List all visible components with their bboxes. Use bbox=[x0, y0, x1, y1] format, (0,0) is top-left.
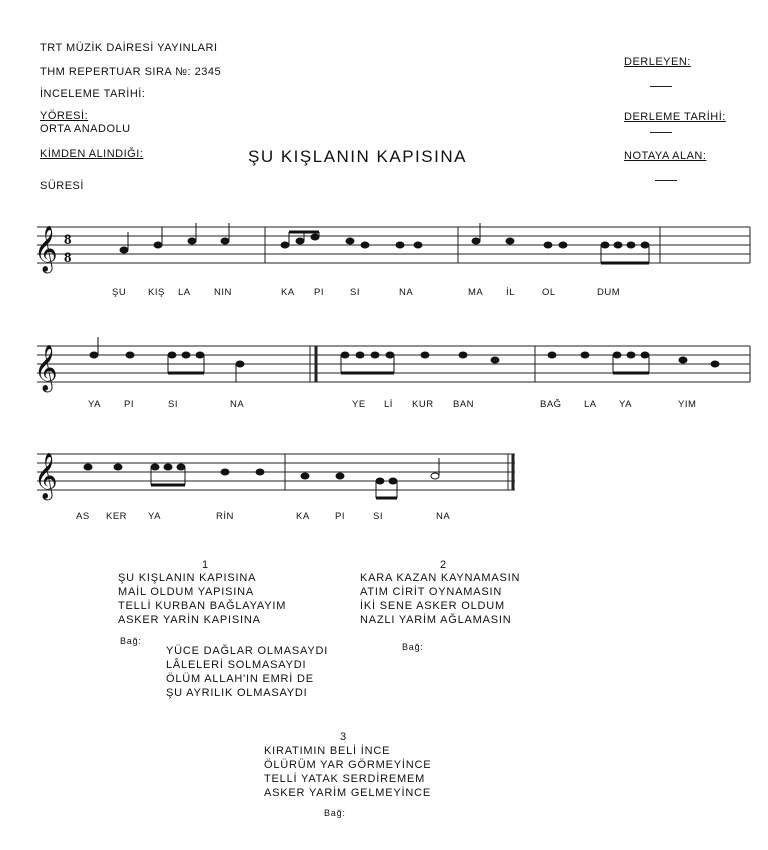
verse-3 bbox=[264, 744, 431, 800]
lyric-syllable: NA bbox=[230, 399, 245, 410]
verse-line: TELLİ YATAK SERDİREMEM bbox=[264, 773, 426, 785]
lyric-syllable: İL bbox=[506, 287, 515, 298]
repertoire-number: THM REPERTUAR SIRA №: 2345 bbox=[40, 66, 222, 78]
treble-clef-icon: 𝄞 bbox=[34, 453, 58, 499]
song-title: ŞU KIŞLANIN KAPISINA bbox=[248, 147, 467, 166]
verse-line: ÖLÜM ALLAH'IN EMRİ DE bbox=[166, 673, 314, 685]
staff1-notes bbox=[120, 223, 649, 263]
verse-1-number: 1 bbox=[202, 559, 209, 571]
verse-line: ASKER YARİM GELMEYİNCE bbox=[264, 787, 431, 799]
staff-3 bbox=[37, 454, 515, 490]
lyric-syllable: KUR bbox=[412, 399, 434, 410]
lyric-syllable: NA bbox=[436, 511, 451, 522]
lyric-syllable: PI bbox=[335, 511, 345, 522]
lyric-syllable: KIŞ bbox=[148, 287, 165, 298]
verse-line: KARA KAZAN KAYNAMASIN bbox=[360, 572, 521, 584]
lyric-syllable: PI bbox=[314, 287, 324, 298]
verse-line: NAZLI YARİM AĞLAMASIN bbox=[360, 614, 512, 626]
lyric-syllable: SI bbox=[168, 399, 178, 410]
verse-line: ŞU KIŞLANIN KAPISINA bbox=[118, 572, 257, 584]
staff3-notes bbox=[84, 458, 439, 498]
review-date-label: İNCELEME TARİHİ: bbox=[40, 88, 146, 100]
refrain bbox=[166, 644, 328, 700]
lyric-syllable: YA bbox=[88, 399, 101, 410]
duration-label: SÜRESİ bbox=[40, 180, 84, 192]
lyric-syllable: YE bbox=[352, 399, 366, 410]
time-sig-top: 8 bbox=[64, 232, 72, 248]
lyric-syllable: Lİ bbox=[384, 399, 393, 410]
lyric-syllable: SI bbox=[373, 511, 383, 522]
treble-clef-icon: 𝄞 bbox=[34, 226, 58, 272]
verse-line: KIRATIMIN BELİ İNCE bbox=[264, 745, 391, 757]
lyric-syllable: SI bbox=[350, 287, 360, 298]
lyric-syllable: ŞU bbox=[112, 287, 127, 298]
verse-line: ŞU AYRILIK OLMASAYDI bbox=[166, 687, 308, 699]
staff2-notes bbox=[90, 337, 719, 382]
time-sig-bottom: 8 bbox=[64, 250, 72, 266]
lyric-syllable: YIM bbox=[678, 399, 697, 410]
lyric-syllable: KA bbox=[281, 287, 295, 298]
lyric-syllable: LA bbox=[178, 287, 191, 298]
verse-line: MAİL OLDUM YAPISINA bbox=[118, 586, 255, 598]
verse-line: TELLİ KURBAN BAĞLAYAYIM bbox=[118, 600, 287, 612]
treble-clef-icon: 𝄞 bbox=[34, 345, 58, 391]
lyric-syllable: OL bbox=[542, 287, 556, 298]
verse-line: ASKER YARİN KAPISINA bbox=[118, 614, 261, 626]
verse-line: ÖLÜRÜM YAR GÖRMEYİNCE bbox=[264, 759, 432, 771]
lyric-syllable: NA bbox=[399, 287, 414, 298]
refrain-label-right: Bağ: bbox=[402, 642, 424, 652]
lyric-syllable: DUM bbox=[597, 287, 621, 298]
lyric-syllable: MA bbox=[468, 287, 484, 298]
lyric-syllable: RİN bbox=[216, 511, 234, 522]
lyric-syllable: PI bbox=[124, 399, 134, 410]
lyric-syllable: BAN bbox=[453, 399, 475, 410]
verse-line: LÂLELERİ SOLMASAYDI bbox=[166, 659, 307, 671]
verse-2-number: 2 bbox=[440, 559, 447, 571]
lyric-syllable: YA bbox=[619, 399, 632, 410]
lyric-syllable: KER bbox=[106, 511, 128, 522]
notation-label: NOTAYA ALAN: bbox=[624, 150, 707, 162]
lyric-syllable: LA bbox=[584, 399, 597, 410]
verse-1 bbox=[118, 571, 286, 627]
region-value: ORTA ANADOLU bbox=[40, 123, 131, 135]
lyric-syllable: KA bbox=[296, 511, 310, 522]
compile-date-label: DERLEME TARİHİ: bbox=[624, 111, 726, 123]
lyric-syllable: AS bbox=[76, 511, 90, 522]
refrain-label-bottom: Bağ: bbox=[324, 808, 346, 818]
region-label: YÖRESİ: bbox=[40, 110, 89, 122]
compiler-label: DERLEYEN: bbox=[624, 56, 691, 68]
verse-2 bbox=[360, 571, 520, 627]
verse-line: YÜCE DAĞLAR OLMASAYDI bbox=[166, 645, 329, 657]
verse-3-number: 3 bbox=[340, 731, 347, 743]
verse-line: ATIM CİRİT OYNAMASIN bbox=[360, 586, 503, 598]
lyric-syllable: BAĞ bbox=[540, 399, 562, 410]
source-label: KİMDEN ALINDIĞI: bbox=[40, 148, 144, 160]
publisher-line: TRT MÜZİK DAİRESİ YAYINLARI bbox=[40, 42, 218, 54]
lyric-syllable: YA bbox=[148, 511, 161, 522]
lyric-syllable: NIN bbox=[214, 287, 232, 298]
refrain-label: Bağ: bbox=[120, 636, 142, 646]
verse-line: İKİ SENE ASKER OLDUM bbox=[360, 600, 505, 612]
